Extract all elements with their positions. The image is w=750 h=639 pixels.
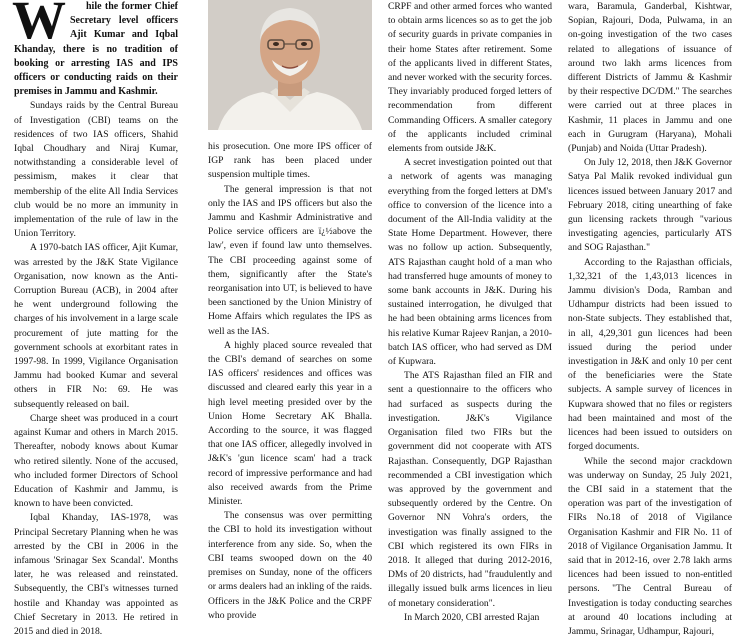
portrait-photo [208, 0, 372, 130]
paragraph: A 1970-batch IAS officer, Ajit Kumar, was arrested by the J&K State Vigilance Organisation, now known as the Anti-Corruption Bureau (ACB), in 2004 after he went underground following the charges of his involvement in a large scale procurement of jute matting for the government schools at exorbitant rates in 1997-98. In 1999, Vigilance Organisation Jammu had booked Kumar and several others in FIR No: 69. He was subsequently released on bail. [14, 241, 178, 411]
paragraph: CRPF and other armed forces who wanted to obtain arms licences so as to get the job of security guards in private companies in their home States after retirement. Some of the applicants lived in different States, and never worked with the security forces. They invariably produced forged letters of recommendation from different Commanding Officers. A smaller category of the applicants included criminal elements from outside J&K. [388, 0, 552, 156]
paragraph: While the second major crackdown was underway on Sunday, 25 July 2021, the CBI said in a statement that the operation was part of the investigation of FIRs No.18 of 2018 of Vigilance Organisation Kashmir and FIR No. 11 of 2018 of Vigilance Organisation Jammu. It said that in 2012-16, over 2.78 lakh arms licences had been issued to non-entitled persons. "The Central Bureau of Investigation is today conducting searches at around 40 locations including at Jammu, Srinagar, Udhampur, Rajouri, [568, 455, 732, 639]
paragraph: wara, Baramula, Ganderbal, Kishtwar, Sopian, Rajouri, Doda, Pulwama, in an on-going investigation of the two cases related to allegations of issuance of around two lakh arms licences from different Districts of Jammu & Kashmir by their respective DC/DM." The searches were carried out at three places in Kashmir, 11 places in Jammu and one each in Gurugram (Haryana), Mohali (Punjab) and Noida (Uttar Pradesh). [568, 0, 732, 156]
paragraph: The general impression is that not only the IAS and IPS officers but also the Jammu and Kashmir Administrative and Police service officers are ï¿½above the law', even if found law unto themselves. The CBI proceeding against some of them, significantly after the State's reorganisation into UT, is believed to have been sanctioned by the Union Ministry of Home Affairs which regulates the IPS as well as the IAS. [208, 183, 372, 339]
lead-paragraph [14, 0, 178, 99]
paragraph: On July 12, 2018, then J&K Governor Satya Pal Malik revoked individual gun licences issued between January 2017 and February 2018, citing unearthing of fake gun licensing rackets through "various investigating agencies, particularly ATS and SOG Rajasthan." [568, 156, 732, 255]
column-3 [388, 0, 552, 625]
paragraph: In March 2020, CBI arrested Rajan [388, 611, 552, 625]
paragraph: According to the Rajasthan officials, 1,32,321 of the 1,43,013 licences in Jammu division's Doda, Ramban and Udhampur districts had been issued to non-State subjects. They established that, in all, 4,29,301 gun licences had been issued during the period under investigation in J&K and only 10 per cent of the beneficiaries were the State subjects. A sample survey of licences in Kupwara showed that no files or registers had been maintained and most of the licences had been issued to outsiders on forged documents. [568, 256, 732, 455]
paragraph: Sundays raids by the Central Bureau of Investigation (CBI) teams on the residences of two IAS officers, Shahid Iqbal Choudhary and Niraj Kumar, notwithstanding a considerable level of pessimism, makes it clear that membership of the elite All India Services club would be no more an immunity in implementation of the rule of law in the Union Territory. [14, 99, 178, 241]
paragraph: Charge sheet was produced in a court against Kumar and others in March 2015. Thereafter, nobody knows about Kumar who retired silently. None of the accused, who included former Directors of School Education of Kashmir and Jammu, is known to have been convicted. [14, 412, 178, 511]
paragraph: Iqbal Khanday, IAS-1978, was Principal Secretary Planning when he was arrested by the CBI in 2006 in the infamous 'Srinagar Sex Scandal'. Months later, he was released and reinstated. Subsequently, the CBI's witnesses turned hostile and Khanday was appointed as Chief Secretary in 2013. He retired in 2015 and died in 2018. [14, 511, 178, 639]
paragraph: The consensus was over permitting the CBI to hold its investigation without interference from any side. So, when the CBI teams swooped down on the 40 premises on Sunday, none of the officers or arms dealers had an inkling of the raids. Officers in the J&K Police and the CRPF who provide [208, 509, 372, 623]
paragraph: A secret investigation pointed out that a network of agents was managing everything from the forged letters at DM's office to conversion of the licence into a document of the All-India validity at the State Home Department. However, there was no follow up action. Subsequently, ATS Rajasthan caught hold of a man who had transferred huge amounts of money to some bank accounts in J&K. During his sustained interrogation, he divulged that he had been obtaining arms licences from his relative Kumar Rajeev Ranjan, a 2010-batch IAS officer, who had served as DM of Kupwara. [388, 156, 552, 369]
drop-cap: W [12, 0, 66, 42]
paragraph: The ATS Rajasthan filed an FIR and sent a questionnaire to the officers who had surfaced as suspects during the investigation. J&K's Vigilance Organisation filed two FIRs but the government did not cooperate with ATS Rajasthan. Consequently, DGP Rajasthan recommended a CBI investigation which was approved by the government and subsequently ordered by the Centre. On Governor NN Vohra's orders, the investigation was finally assigned to the CBI which registered its own FIRs in 2018. It alleged that during 2012-2016, DMs of 20 districts, had "fraudulently and illegally issued bulk arms licences in lieu of monetary consideration". [388, 369, 552, 610]
column-4 [568, 0, 732, 639]
lead-text: hile the former Chief Secretary level officers Ajit Kumar and Iqbal Khanday, there is no tradition of booking or arresting IAS and IPS officers or conducting raids on their premises in Jammu and Kashmir. [14, 0, 178, 99]
column-1 [14, 0, 178, 639]
paragraph: his prosecution. One more IPS officer of IGP rank has been placed under suspension multiple times. [208, 140, 372, 183]
paragraph: A highly placed source revealed that the CBI's demand of searches on some IAS officers' residences and offices was discussed and cleared early this year in a high level meeting presided over by the Union Home Secretary AK Bhalla. According to the source, it was flagged that one IAS officer, allegedly involved in J&K's 'gun licence scam' had a track record of impressive performance and had also received awards from the Prime Minister. [208, 339, 372, 509]
